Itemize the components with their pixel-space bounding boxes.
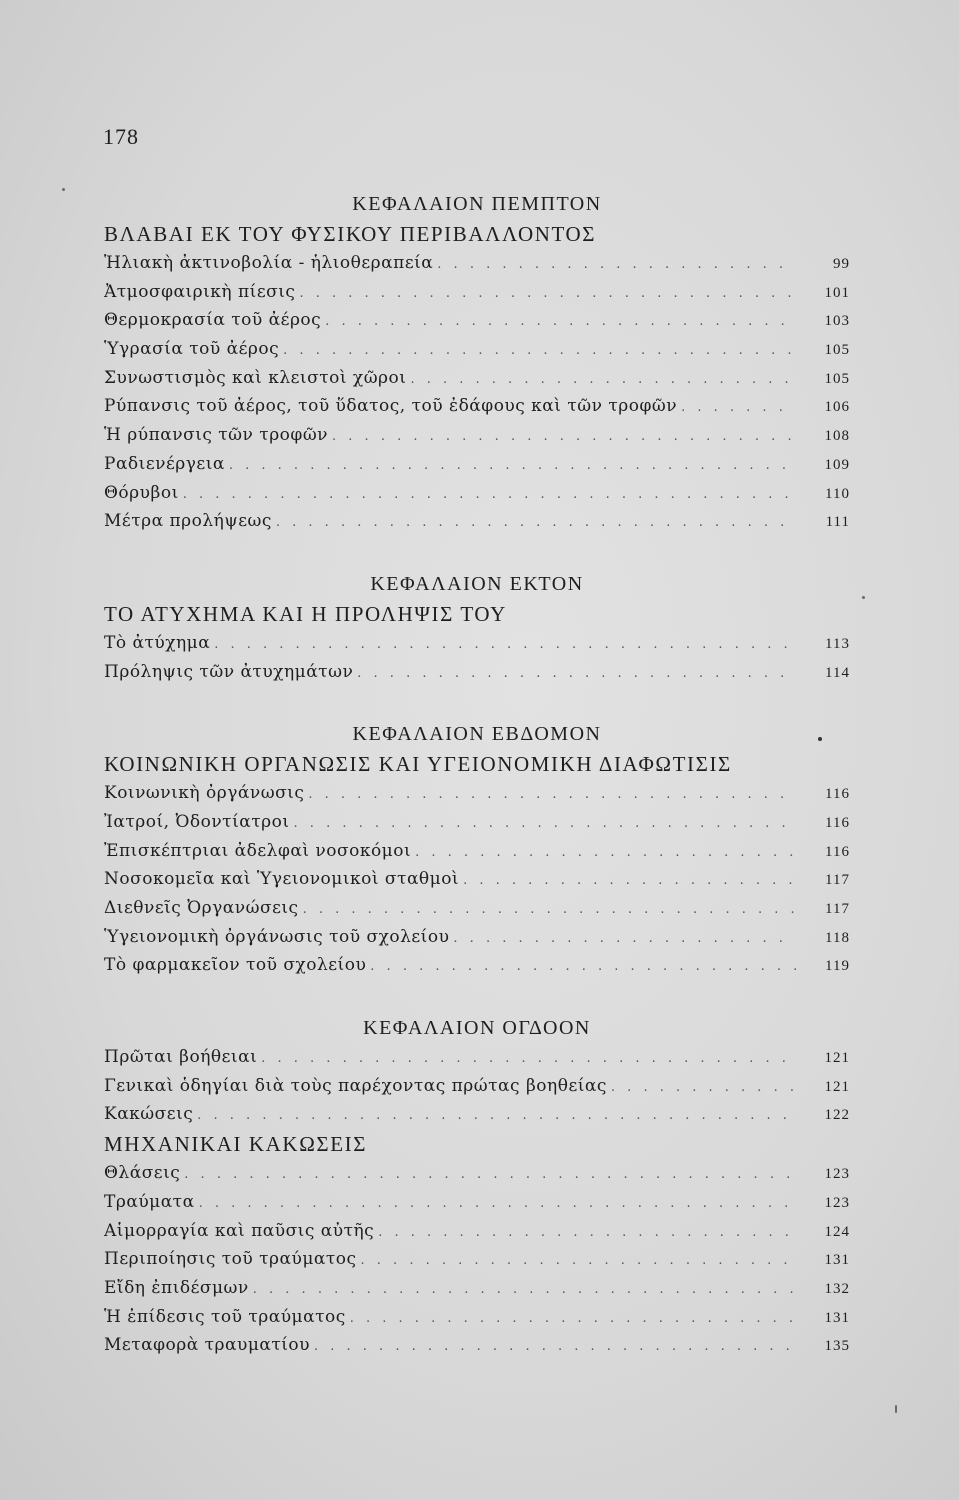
toc-entry-page: 135	[824, 1338, 850, 1355]
paper-speck	[862, 596, 865, 599]
toc-entry-title: Περιποίησις τοῦ τραύματος	[104, 1249, 357, 1270]
section-heading: ΚΟΙΝΩΝΙΚΗ ΟΡΓΑΝΩΣΙΣ ΚΑΙ ΥΓΕΙΟΝΟΜΙΚΗ ΔΙΑΦΩΤΙΣΙΣ	[104, 752, 732, 777]
toc-entry[interactable]	[104, 1217, 850, 1246]
chapter-title: ΚΕΦΑΛΑΙΟΝ ΟΓΔΟΟΝ	[363, 1017, 591, 1040]
toc-entry-title: Ἡ ἐπίδεσις τοῦ τραύματος	[104, 1306, 346, 1327]
dot-leader	[308, 781, 796, 808]
dot-leader	[184, 1161, 796, 1188]
toc-entry[interactable]	[104, 1245, 850, 1274]
dot-leader	[299, 280, 796, 307]
toc-entry-page: 132	[824, 1280, 850, 1297]
toc-entry-page: 116	[825, 843, 850, 860]
dot-leader	[325, 308, 796, 335]
toc-entry-title: Ἀτμοσφαιρικὴ πίεσις	[104, 281, 296, 302]
toc-entries	[104, 249, 850, 536]
toc-entry-page: 114	[825, 664, 850, 681]
toc-entry[interactable]	[104, 1303, 850, 1332]
toc-entry-title: Ραδιενέργεια	[104, 453, 225, 474]
toc-entry-title: Ρύπανσις τοῦ ἀέρος, τοῦ ὕδατος, τοῦ ἐδάφους καὶ τῶν τροφῶν	[104, 396, 678, 417]
dot-leader	[370, 953, 796, 980]
toc-entry-title: Κοινωνικὴ ὀργάνωσις	[104, 783, 305, 804]
toc-entry-page: 103	[824, 313, 850, 330]
dot-leader	[314, 1333, 796, 1360]
toc-entry[interactable]	[104, 335, 850, 364]
toc-entry-title: Πρόληψις τῶν ἀτυχημάτων	[104, 661, 354, 682]
section-heading: ΒΛΑΒΑΙ ΕΚ ΤΟΥ ΦΥΣΙΚΟΥ ΠΕΡΙΒΑΛΛΟΝΤΟΣ	[104, 222, 597, 246]
toc-entry-page: 113	[825, 635, 850, 652]
toc-section	[104, 190, 850, 536]
dot-leader	[294, 810, 796, 837]
toc-entry-page: 101	[824, 284, 850, 301]
toc-entry[interactable]	[104, 865, 850, 894]
chapter-title: ΚΕΦΑΛΑΙΟΝ ΕΒΔΟΜΟΝ	[352, 723, 602, 746]
toc-entry-title: Ὑγειονομικὴ ὀργάνωσις τοῦ σχολείου	[104, 926, 450, 947]
toc-section	[104, 720, 850, 980]
dot-leader	[229, 452, 796, 479]
dot-leader	[283, 337, 796, 364]
toc-entry-title: Τραύματα	[104, 1191, 195, 1212]
toc-entry-title: Ἡλιακὴ ἀκτινοβολία - ἡλιοθεραπεία	[104, 253, 434, 273]
toc-entry-page: 109	[824, 456, 850, 473]
toc-entry-title: Κακώσεις	[104, 1104, 194, 1125]
toc-entry-title: Θόρυβοι	[104, 482, 179, 503]
chapter-title: ΚΕΦΑΛΑΙΟΝ ΕΚΤΟΝ	[370, 572, 584, 595]
toc-entry[interactable]	[104, 1188, 850, 1217]
toc-entry-title: Νοσοκομεῖα καὶ Ὑγειονομικοὶ σταθμοὶ	[104, 869, 460, 890]
dot-leader	[261, 1045, 796, 1072]
toc-entries	[104, 779, 850, 980]
toc-entry-title: Συνωστισμὸς καὶ κλειστοὶ χῶροι	[104, 367, 407, 388]
toc-entry-page: 108	[824, 428, 850, 445]
toc-entry[interactable]	[104, 507, 850, 536]
toc-entry[interactable]	[104, 951, 850, 980]
dot-leader	[453, 925, 796, 952]
dot-leader	[611, 1074, 796, 1101]
toc-entry-page: 106	[824, 399, 850, 416]
toc-entries	[104, 1159, 850, 1360]
paper-speck	[895, 1405, 897, 1413]
dot-leader	[681, 394, 796, 421]
toc-section	[104, 570, 850, 686]
dot-leader	[350, 1305, 796, 1332]
toc-entry-title: Ὑγρασία τοῦ ἀέρος	[104, 339, 280, 360]
toc-entry-page: 118	[825, 929, 850, 946]
dot-leader	[463, 867, 796, 894]
toc-entry-page: 121	[824, 1078, 850, 1095]
toc-entry-title: Ἡ ρύπανσις τῶν τροφῶν	[104, 425, 329, 446]
toc-entry[interactable]	[104, 1043, 850, 1072]
toc-entry[interactable]	[104, 392, 850, 421]
toc-section	[104, 1014, 850, 1360]
dot-leader	[214, 631, 796, 658]
toc-entry-title: Ἰατροί, Ὀδοντίατροι	[104, 811, 290, 832]
toc-entry-page: 131	[824, 1309, 850, 1326]
dot-leader	[276, 509, 796, 536]
toc-entry[interactable]	[104, 658, 850, 687]
toc-entry-page: 123	[824, 1166, 850, 1183]
dot-leader	[378, 1219, 796, 1246]
toc-entries	[104, 1043, 850, 1129]
toc-entry-page: 119	[825, 958, 850, 975]
toc-entry[interactable]	[104, 278, 850, 307]
toc-entry[interactable]	[104, 808, 850, 837]
toc-entry[interactable]	[104, 1100, 850, 1129]
dot-leader	[303, 896, 796, 923]
toc-entry-page: 122	[824, 1107, 850, 1124]
toc-entry[interactable]	[104, 923, 850, 952]
toc-entry-title: Ἐπισκέπτριαι ἀδελφαὶ νοσοκόμοι	[104, 840, 412, 861]
toc-entry[interactable]	[104, 421, 850, 450]
toc-entry[interactable]	[104, 894, 850, 923]
toc-entry-title: Τὸ φαρμακεῖον τοῦ σχολείου	[104, 955, 367, 976]
toc-entry-title: Αἱμορραγία καὶ παῦσις αὐτῆς	[104, 1220, 375, 1241]
toc-entry[interactable]	[104, 779, 850, 808]
toc-entry-title: Μέτρα προλήψεως	[104, 511, 272, 532]
toc-entry[interactable]	[104, 1159, 850, 1188]
page-number: 178	[103, 124, 139, 149]
toc-entry-page: 105	[824, 370, 850, 387]
dot-leader	[199, 1190, 796, 1217]
section-heading: ΤΟ ΑΤΥΧΗΜΑ ΚΑΙ Η ΠΡΟΛΗΨΙΣ ΤΟΥ	[104, 601, 507, 626]
toc-entry-page: 117	[825, 901, 850, 917]
toc-entry-title: Διεθνεῖς Ὀργανώσεις	[104, 898, 299, 918]
toc-entry[interactable]	[104, 479, 850, 508]
toc-entry[interactable]	[104, 306, 850, 335]
toc-entry-title: Τὸ ἀτύχημα	[104, 632, 211, 653]
toc-entry-title: Μεταφορὰ τραυματίου	[104, 1335, 310, 1356]
chapter-title: ΚΕΦΑΛΑΙΟΝ ΠΕΜΠΤΟΝ	[352, 193, 602, 215]
dot-leader	[357, 660, 796, 687]
toc-entry-page: 105	[824, 342, 850, 359]
toc-entry-page: 116	[825, 814, 850, 831]
toc-entry[interactable]	[104, 1274, 850, 1303]
table-of-contents	[104, 190, 850, 1394]
toc-entry[interactable]	[104, 1072, 850, 1101]
toc-entry[interactable]	[104, 837, 850, 866]
toc-entry[interactable]	[104, 629, 850, 658]
dot-leader	[437, 251, 796, 278]
toc-entry-page: 117	[825, 872, 850, 889]
toc-entry-title: Θλάσεις	[104, 1163, 181, 1184]
toc-entry-title: Εἴδη ἐπιδέσμων	[104, 1277, 249, 1298]
dot-leader	[183, 481, 796, 508]
dot-leader	[410, 366, 796, 393]
toc-entry-page: 131	[824, 1252, 850, 1269]
toc-entry-title: Γενικαὶ ὁδηγίαι διὰ τοὺς παρέχοντας πρώτας βοηθείας	[104, 1075, 607, 1096]
toc-entry-page: 123	[824, 1194, 850, 1211]
subsection-heading: ΜΗΧΑΝΙΚΑΙ ΚΑΚΩΣΕΙΣ	[104, 1132, 368, 1157]
dot-leader	[361, 1247, 796, 1274]
toc-entry-title: Θερμοκρασία τοῦ ἀέρος	[104, 310, 322, 331]
toc-entry[interactable]	[104, 249, 850, 278]
dot-leader	[197, 1102, 796, 1129]
dot-leader	[415, 839, 796, 866]
toc-entry-page: 110	[825, 485, 850, 502]
toc-entry-page: 116	[825, 786, 850, 803]
toc-entry[interactable]	[104, 450, 850, 479]
toc-entry-page: 111	[825, 514, 850, 531]
toc-entry[interactable]	[104, 364, 850, 393]
toc-entry[interactable]	[104, 1331, 850, 1360]
toc-entry-title: Πρῶται βοήθειαι	[104, 1047, 258, 1068]
paper-speck	[62, 188, 65, 191]
dot-leader	[253, 1276, 796, 1303]
toc-entries	[104, 629, 850, 686]
dot-leader	[332, 423, 796, 450]
toc-entry-page: 124	[824, 1223, 850, 1240]
toc-entry-page: 121	[824, 1050, 850, 1067]
toc-entry-page: 99	[833, 256, 850, 272]
